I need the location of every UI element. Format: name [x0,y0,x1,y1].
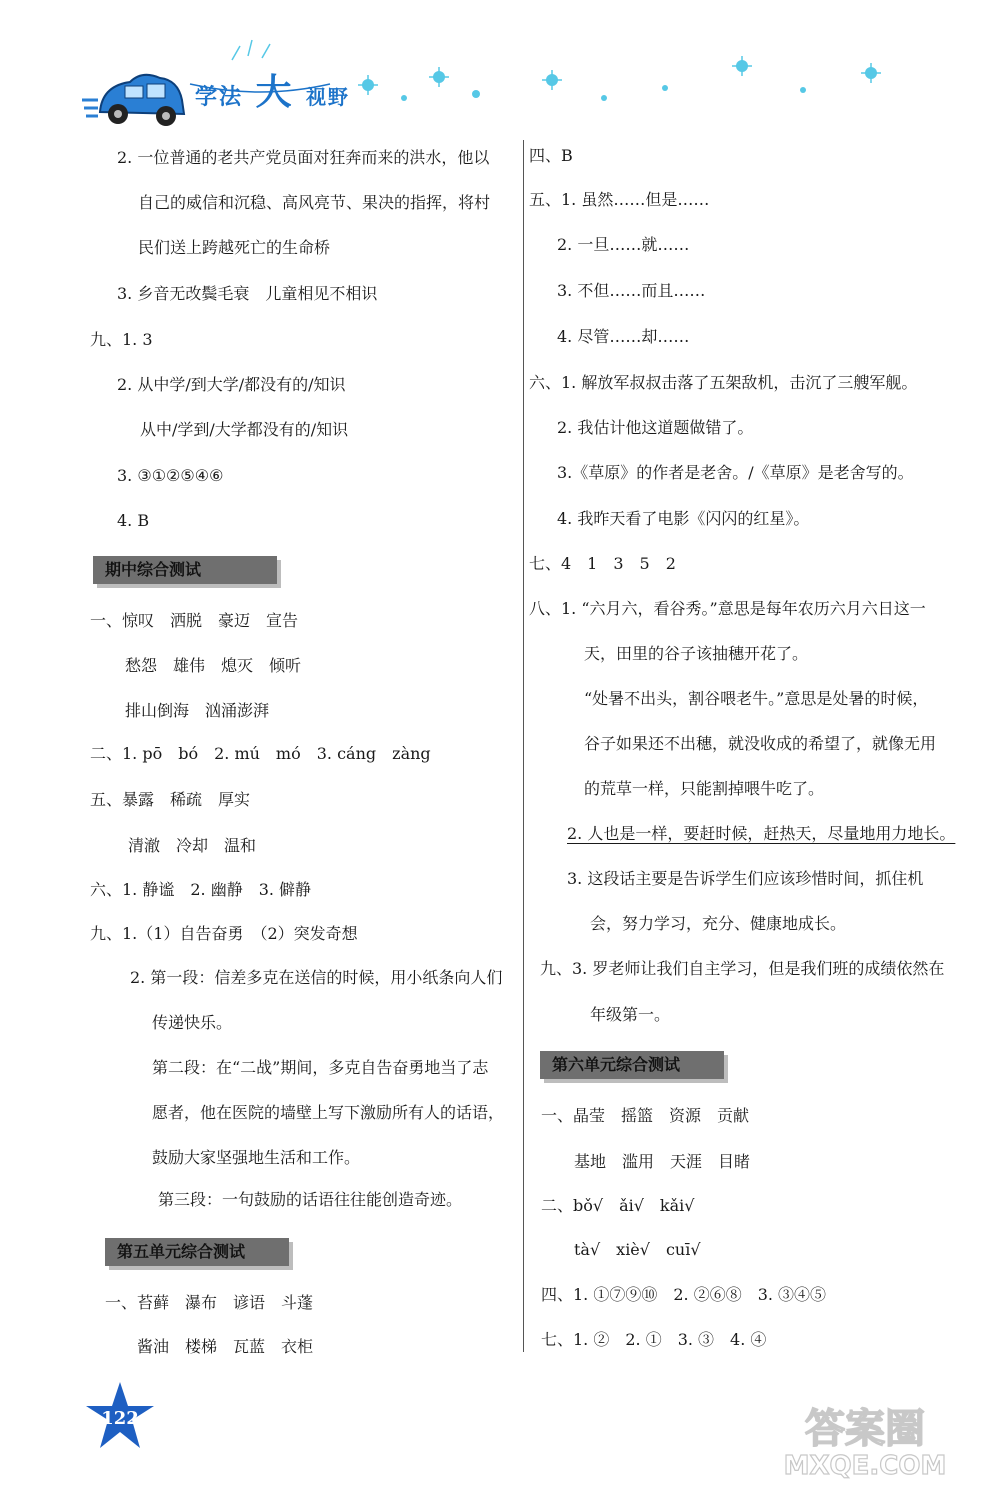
right-answer-line: “处暑不出头，割谷喂老牛。”意思是处暑的时候， [584,689,929,708]
right-answer-line: 4. 我昨天看了电影《闪闪的红星》。 [557,509,810,528]
brand-text-1: 学法 [195,84,244,110]
left-answer-line: 2. 第一段：信差多克在送信的时候，用小纸条向人们 [130,968,503,987]
left-answer-line: 2. 从中学/到大学/都没有的/知识 [117,375,346,394]
watermark-text: 答案圈 [805,1406,925,1452]
right-answer-line: 基地 滥用 天涯 目睹 [574,1152,751,1171]
left-answer-line: 民们送上跨越死亡的生命桥 [138,238,331,257]
section-heading: 期中综合测试 [93,556,277,584]
car-icon [82,75,184,126]
page-number-badge [84,1380,156,1452]
left-answer-line: 愿者，他在医院的墙壁上写下激励所有人的话语， [152,1103,505,1122]
right-answer-line: 3. 这段话主要是告诉学生们应该珍惜时间，抓住机 [567,869,924,888]
page-number: 122 [101,1408,139,1429]
right-answer-line: 4. 尽管……却…… [557,327,690,346]
brand-text-2: 大 [255,71,294,113]
right-answer-line: 3.《草原》的作者是老舍。/《草原》是老舍写的。 [557,463,914,482]
right-answer-line: 2. 人也是一样，要赶时候，赶热天，尽量地用力地长。 [567,824,956,843]
left-answer-line: 九、1. 3 [90,330,153,349]
watermark-logo [740,1400,990,1480]
right-answer-line: 一、晶莹 摇篮 资源 贡献 [541,1106,750,1125]
right-answer-line: 2. 一旦……就…… [557,235,690,254]
brand-text-3: 视野 [305,85,350,109]
right-answer-line: 2. 我估计他这道题做错了。 [557,418,754,437]
left-answer-line: 清澈 冷却 温和 [128,836,257,855]
left-answer-line: 3. 乡音无改鬓毛衰 儿童相见不相识 [117,284,378,303]
left-answer-line: 酱油 楼梯 瓦蓝 衣柜 [137,1337,314,1356]
right-answer-line: 七、4 1 3 5 2 [529,554,676,573]
header-decoration [0,0,1000,140]
left-answer-line: 六、1. 静谧 2. 幽静 3. 僻静 [90,880,312,899]
right-answer-line: tà√ xiè√ cuī√ [574,1240,701,1259]
right-answer-line: 五、1. 虽然……但是…… [529,190,710,209]
brand-logo [195,64,350,115]
right-answer-line: 天，田里的谷子该抽穗开花了。 [584,644,809,663]
section-heading: 第六单元综合测试 [540,1051,724,1079]
right-answer-line: 四、1. ①⑦⑨⑩ 2. ②⑥⑧ 3. ③④⑤ [541,1285,827,1304]
right-answer-line: 3. 不但……而且…… [557,281,706,300]
section-heading: 第五单元综合测试 [105,1238,289,1266]
right-answer-line: 二、bǒ√ ǎi√ kǎi√ [541,1196,695,1215]
left-answer-line: 一、苔藓 瀑布 谚语 斗蓬 [105,1293,314,1312]
left-answer-line: 鼓励大家坚强地生活和工作。 [152,1148,361,1167]
left-answer-line: 自己的威信和沉稳、高风亮节、果决的指挥，将村 [138,193,491,212]
left-answer-line: 一、惊叹 洒脱 豪迈 宣告 [90,611,299,630]
left-answer-line: 从中/学到/大学都没有的/知识 [140,420,349,439]
right-answer-line: 四、B [529,146,573,165]
left-answer-line: 3. ③①②⑤④⑥ [117,466,224,485]
left-answer-line: 第三段：一句鼓励的话语往往能创造奇迹。 [158,1190,463,1209]
left-answer-line: 第二段：在“二战”期间，多克自告奋勇地当了志 [152,1058,489,1077]
page-header [0,0,1000,140]
left-answer-line: 排山倒海 汹涌澎湃 [125,701,270,720]
left-answer-line: 二、1. pō bó 2. mú mó 3. cáng zàng [90,744,431,763]
right-answer-line: 的荒草一样，只能割掉喂牛吃了。 [584,779,825,798]
right-answer-line: 年级第一。 [590,1005,671,1024]
left-answer-line: 4. B [117,511,150,530]
right-answer-line: 会，努力学习，充分、健康地成长。 [590,914,847,933]
left-answer-line: 愁怨 雄伟 熄灭 倾听 [125,656,302,675]
left-answer-line: 传递快乐。 [152,1013,233,1032]
right-answer-line: 谷子如果还不出穗，就没收成的希望了，就像无用 [584,734,937,753]
right-answer-line: 七、1. ② 2. ① 3. ③ 4. ④ [541,1330,767,1349]
right-answer-line: 八、1. “六月六，看谷秀。”意思是每年农历六月六日这一 [529,599,926,618]
left-answer-line: 2. 一位普通的老共产党员面对狂奔而来的洪水，他以 [117,148,490,167]
left-answer-line: 九、1.（1）自告奋勇 （2）突发奇想 [90,924,358,943]
left-answer-line: 五、暴露 稀疏 厚实 [90,790,251,809]
column-divider [523,140,524,1352]
right-answer-line: 九、3. 罗老师让我们自主学习，但是我们班的成绩依然在 [540,959,945,978]
watermark-site: MXQE.COM [783,1451,947,1480]
right-answer-line: 六、1. 解放军叔叔击落了五架敌机，击沉了三艘军舰。 [529,373,918,392]
